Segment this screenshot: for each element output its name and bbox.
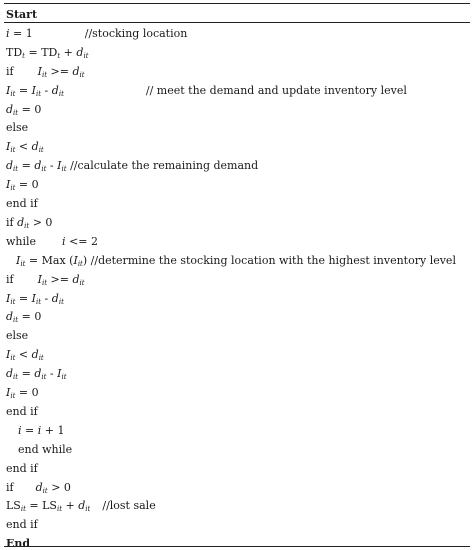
code-token: it [79,70,85,79]
code-token: it [41,278,48,287]
code-token: I [6,386,11,399]
code-token: = LS [25,499,57,513]
code-token: <= 2 [65,234,99,248]
code-token: it [41,70,48,79]
code-token: >= [47,64,73,78]
code-token: = 0 [18,310,42,324]
code-token: = 0 [18,102,42,116]
code-line [6,424,65,437]
code-token: it [77,259,83,268]
code-token: = 0 [15,386,39,399]
code-token: it [36,89,42,98]
code-token: //lost sale [102,499,156,513]
code-token: I [6,291,11,305]
code-token: d [17,215,25,229]
code-token: it [85,505,91,514]
code-token: it [61,373,67,382]
code-line [6,481,71,494]
code-token: t [57,51,61,60]
code-token: it [10,146,16,155]
code-token: it [41,373,47,382]
code-token: = [18,159,35,173]
code-token: + 1 [41,423,65,437]
code-token: i [6,26,10,40]
code-token: //stocking location [84,26,188,40]
table-bottom-rule [4,546,470,547]
code-token: + [62,499,79,513]
code-token: d [72,64,80,78]
code-token: it [58,89,64,98]
code-token: d [6,367,14,381]
code-token: I [31,291,36,305]
code-token: it [79,278,85,287]
code-token: if [6,215,18,229]
code-token: = [21,423,38,437]
code-line [6,348,44,361]
code-token: it [38,354,44,363]
code-token: if [6,64,14,78]
code-token: d [6,310,14,324]
code-token: d [72,272,80,286]
code-token: if [6,272,14,286]
code-token: > 0 [29,215,53,229]
code-token: >= [47,272,73,286]
code-token: = 0 [15,178,39,192]
code-token: it [10,184,16,193]
code-token: End [6,537,31,550]
code-token: if [6,480,14,494]
code-line [6,159,258,172]
code-token: I [6,348,11,362]
code-token: it [10,89,16,98]
code-token: it [42,486,48,495]
code-line [6,84,407,97]
code-token: d [6,102,14,116]
table-top-rule [4,3,470,4]
code-token: LS [6,499,21,513]
code-token: = [15,83,32,97]
code-token: = 1 [9,26,33,40]
code-line [6,462,38,475]
code-token: end if [6,197,38,210]
code-token: it [13,316,19,325]
code-token: TD [6,45,23,59]
code-token: it [58,297,64,306]
code-line [6,537,30,550]
code-line [6,140,44,153]
code-line [6,178,39,191]
code-token: I [57,367,62,381]
code-token: it [56,505,63,514]
code-token: - [46,159,58,173]
code-token: Start [6,8,38,21]
code-token: < [15,348,32,362]
code-line [6,8,37,21]
code-token: end if [6,404,38,418]
code-token: = TD [24,45,58,59]
code-line [6,103,41,116]
code-line [6,27,187,40]
code-token: it [20,259,26,268]
code-token: while [6,234,37,248]
code-token: I [37,64,42,78]
code-line [6,518,38,531]
code-token: I [6,178,11,192]
code-token: t [22,51,25,60]
code-token: > 0 [47,480,71,494]
code-line [6,254,456,267]
code-line [6,235,98,248]
code-token: = [18,367,35,381]
code-line [6,329,28,342]
code-token: I [37,272,42,286]
code-line [6,292,64,305]
code-line [6,65,85,78]
algorithm-table [4,0,470,550]
code-token: i [37,423,42,437]
code-token: = [15,291,32,305]
code-token: I [57,159,62,173]
code-token: it [13,108,19,117]
code-token: it [10,354,16,363]
code-token: it [20,505,26,514]
code-line [6,367,67,380]
code-token: I [6,83,11,97]
code-token: I [73,253,78,267]
code-token: //calculate the remaining demand [66,159,259,173]
code-token: I [31,83,36,97]
code-line [6,121,28,134]
code-token: it [41,165,47,174]
code-token: d [31,348,39,362]
code-token: // meet the demand and update inventory level [145,83,407,97]
code-token: - [41,291,52,305]
code-token: it [83,51,89,60]
table-header-rule [4,22,470,23]
code-token: it [38,146,44,155]
code-token: d [6,159,14,173]
code-token: + [60,45,77,59]
code-line [6,273,85,286]
code-token: d [76,45,84,59]
code-token: else [6,121,29,135]
code-token: d [51,83,59,97]
code-line [6,443,72,456]
code-token: = Max ( [25,253,74,267]
code-line [6,216,52,229]
code-token: - [41,83,52,97]
code-line [6,46,89,59]
code-line [6,310,41,323]
code-token: it [36,297,42,306]
code-token: d [34,159,42,173]
code-token: d [34,367,42,381]
code-line [6,386,39,399]
code-token: end if [6,461,38,475]
code-token: - [46,367,58,381]
code-line [6,499,156,512]
code-line [6,197,38,210]
code-token: it [10,297,16,306]
code-token: it [61,165,67,174]
code-token: end if [6,518,38,532]
code-token: ) //determine the stocking location with the highest inventory level [82,253,456,267]
code-token: I [6,140,11,154]
code-token: end while [18,442,73,456]
code-token: < [15,140,32,154]
code-token: it [24,221,30,230]
code-token: d [35,480,43,494]
code-token: i [62,234,66,248]
code-token: else [6,329,29,343]
code-token: i [18,423,22,437]
code-token: d [31,140,39,154]
code-token: d [51,291,59,305]
code-token: d [78,499,86,513]
code-line [6,405,38,418]
code-token: it [13,373,19,382]
code-token: I [16,253,21,267]
code-token: it [13,165,19,174]
code-token: it [10,392,16,400]
